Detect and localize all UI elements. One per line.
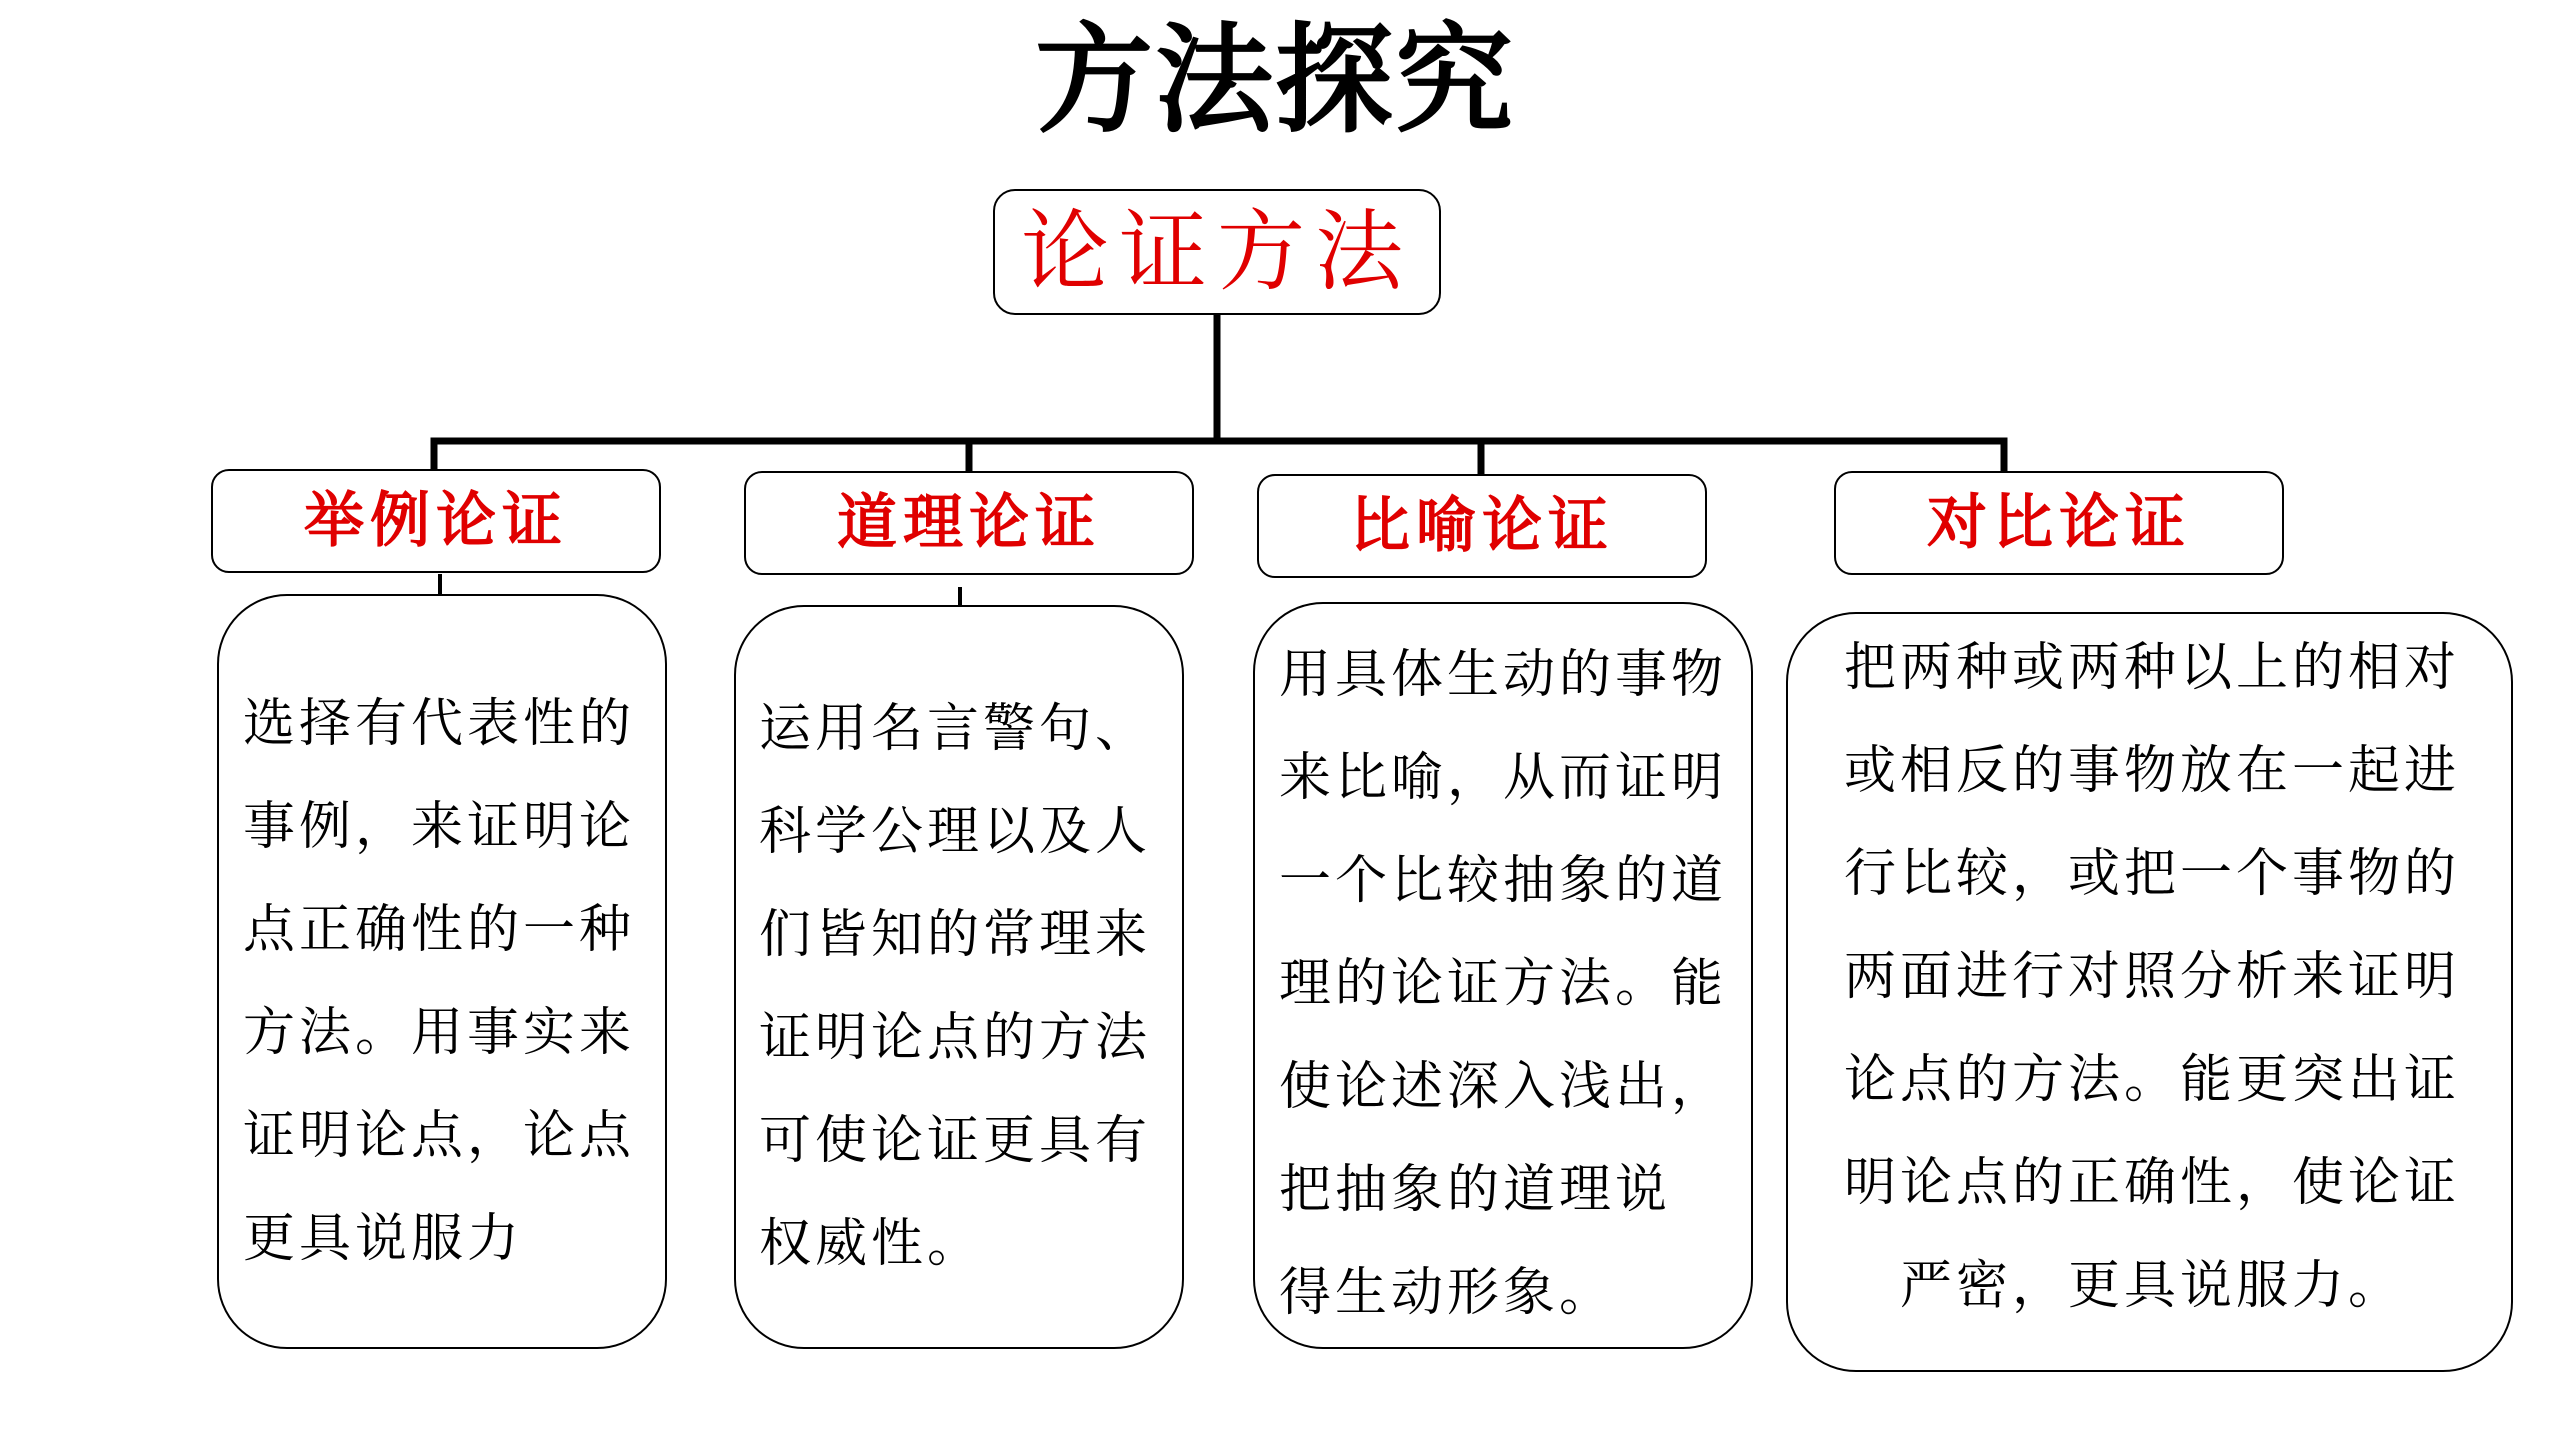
- method-box-example: [211, 469, 661, 573]
- method-label-metaphor: 比喻论证: [1350, 491, 1614, 561]
- method-label-contrast: 对比论证: [1927, 488, 2191, 558]
- description-text-example: 选择有代表性的 事例，来证明论 点正确性的一种 方法。用事实来 证明论点，论点 更具说服力: [243, 694, 636, 1269]
- method-box-contrast: [1834, 471, 2284, 575]
- page-title: 方法探究: [1034, 11, 1515, 149]
- method-label-example: 举例论证: [304, 486, 568, 556]
- description-text-metaphor: 用具体生动的事物 来比喻，从而证明 一个比较抽象的道 理的论证方法。能 使论述深入浅出， 把抽象的道理说 得生动形象。: [1279, 645, 1728, 1323]
- description-text-reasoning: 运用名言警句、 科学公理以及人 们皆知的常理来 证明论点的方法 可使论证更具有 权威性。: [759, 699, 1152, 1274]
- root-node-label: 论证方法: [1020, 200, 1413, 303]
- root-node-box: [993, 189, 1441, 315]
- method-box-metaphor: [1257, 474, 1707, 578]
- method-label-reasoning: 道理论证: [837, 488, 1101, 558]
- description-text-contrast: 把两种或两种以上的相对 或相反的事物放在一起进 行比较，或把一个事物的 两面进行对照分析来证明 论点的方法。能更突出证 明论点的正确性，使论证 严密，更具说服力。: [1843, 638, 2460, 1316]
- method-box-reasoning: [744, 471, 1194, 575]
